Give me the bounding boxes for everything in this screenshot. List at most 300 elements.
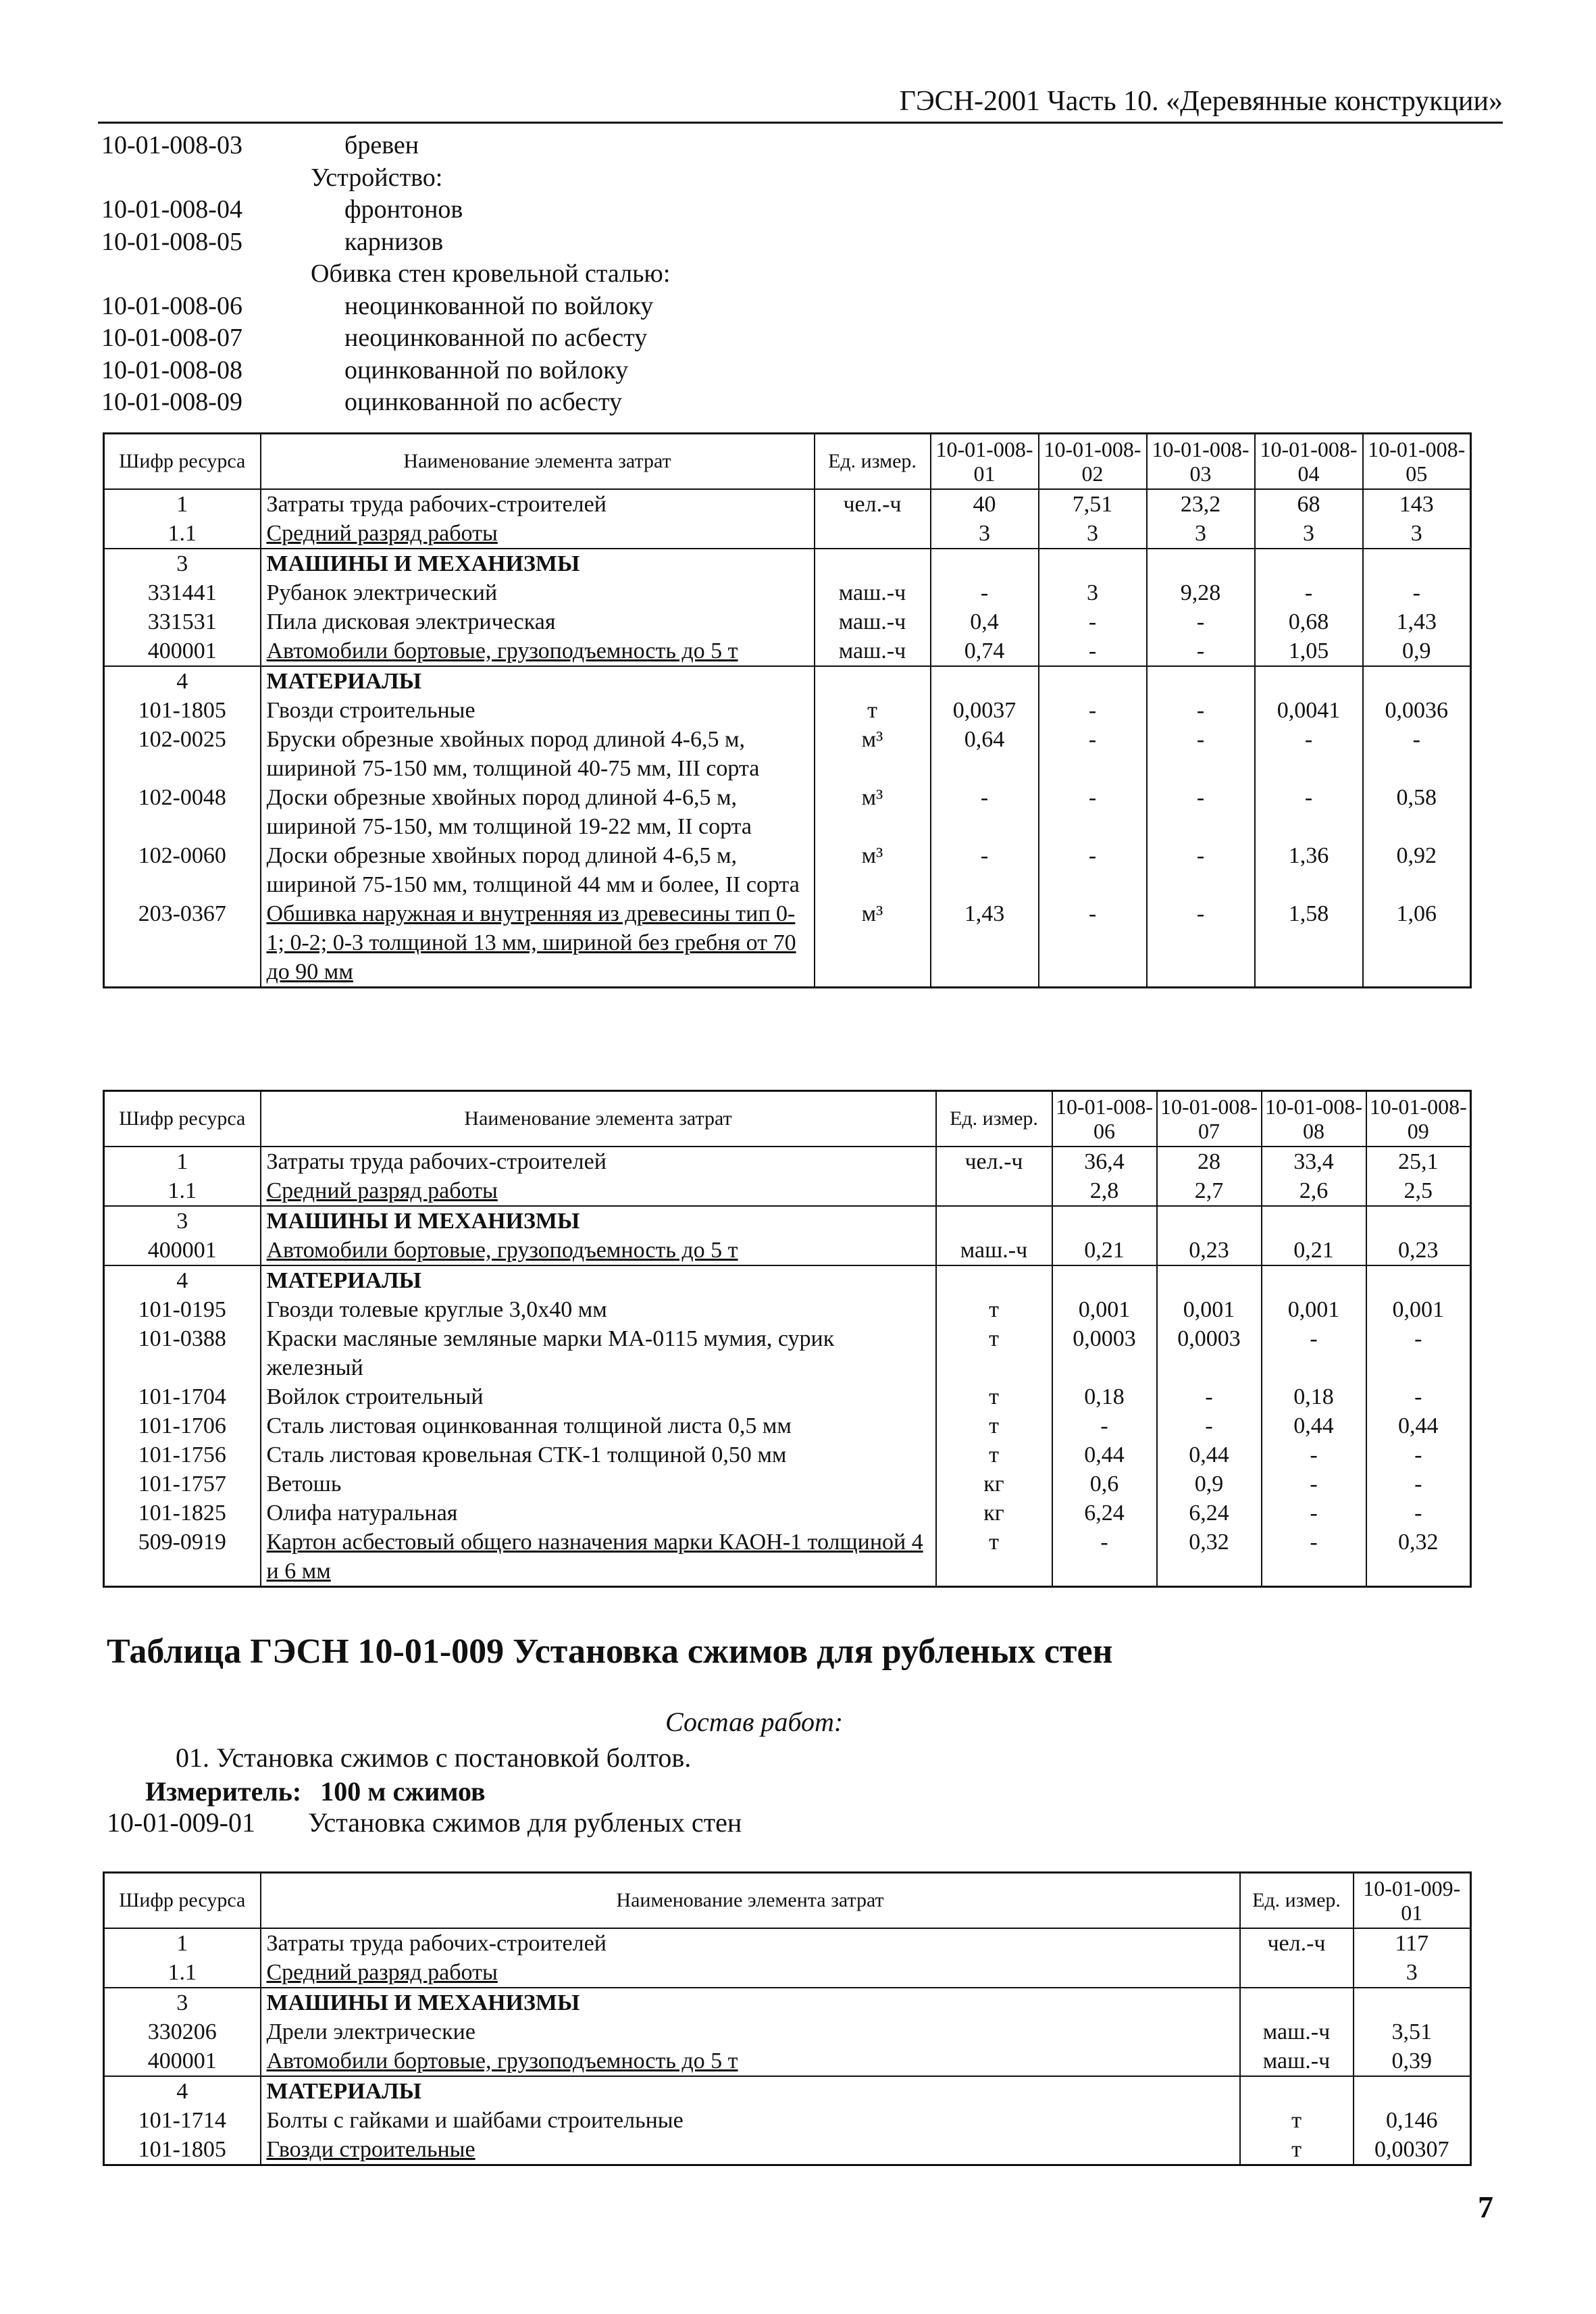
sostav-label: Состав работ: [665, 1707, 844, 1737]
cell-value: - [1157, 1382, 1262, 1411]
table-row [104, 578, 1471, 607]
table-row [104, 1928, 1471, 1958]
cell-code: 3 [104, 1206, 261, 1236]
cell-value: - [1039, 841, 1147, 899]
cell-value: - [1262, 1469, 1366, 1499]
header-norm-code: 10-01-008-01 [931, 434, 1039, 490]
cell-code: 101-1825 [104, 1499, 261, 1528]
cell-unit: т [936, 1528, 1052, 1587]
cell-name: Автомобили бортовые, грузоподъемность до 5 т [261, 1236, 936, 1265]
cell-unit [1240, 1958, 1354, 1988]
cell-value [1052, 1206, 1157, 1236]
cell-value [1366, 1265, 1471, 1295]
cell-name: МАШИНЫ И МЕХАНИЗМЫ [261, 1206, 936, 1236]
cell-name: Гвозди толевые круглые 3,0х40 мм [261, 1295, 936, 1324]
cell-value: - [1255, 578, 1363, 607]
cell-code: 101-0388 [104, 1324, 261, 1382]
cell-name: Пила дисковая электрическая [261, 607, 815, 636]
cell-value: - [1157, 1411, 1262, 1440]
cell-value [1363, 666, 1471, 696]
code-list-code: 10-01-008-03 [101, 131, 242, 159]
cell-value: 23,2 [1147, 489, 1255, 519]
cell-value [1363, 549, 1471, 578]
cell-value: 0,68 [1255, 607, 1363, 636]
header-norm-code: 10-01-008-04 [1255, 434, 1363, 490]
code-list-text: неоцинкованной по асбесту [344, 324, 648, 352]
cell-value: 0,001 [1052, 1295, 1157, 1324]
cell-name: Обшивка наружная и внутренняя из древесины тип 0-1; 0-2; 0-3 толщиной 13 мм, шириной без гребня от 70 до 90 мм [261, 899, 815, 988]
header-code: Шифр ресурса [104, 1873, 261, 1929]
table-row [104, 1499, 1471, 1528]
code-list-text: Устройство: [311, 163, 443, 192]
code-list-item [101, 194, 1114, 226]
cell-value: 3,51 [1354, 2017, 1471, 2046]
table-row [104, 2046, 1471, 2076]
cell-value: 0,64 [931, 725, 1039, 783]
cell-name: Автомобили бортовые, грузоподъемность до 5 т [261, 636, 815, 666]
cell-unit: т [936, 1382, 1052, 1411]
cell-name: Бруски обрезные хвойных пород длиной 4-6,5 м, шириной 75-150 мм, толщиной 40-75 мм, III сорта [261, 725, 815, 783]
cell-value: 1,06 [1363, 899, 1471, 988]
cell-code: 400001 [104, 2046, 261, 2076]
cell-value: 6,24 [1157, 1499, 1262, 1528]
cell-name: Дрели электрические [261, 2017, 1240, 2046]
cell-value [1052, 1265, 1157, 1295]
cell-value: - [931, 841, 1039, 899]
header-norm-code: 10-01-008-09 [1366, 1091, 1471, 1147]
cell-value: 0,146 [1354, 2106, 1471, 2135]
cell-value: 0,92 [1363, 841, 1471, 899]
cell-value: - [931, 578, 1039, 607]
header-title: ГЭСН-2001 Часть 10. «Деревянные конструкции» [899, 86, 1503, 117]
cell-value: 3 [1255, 519, 1363, 549]
cell-value: 0,32 [1366, 1528, 1471, 1587]
norm-table-008-06-09 [103, 1090, 1472, 1588]
cell-value: 0,74 [931, 636, 1039, 666]
table-row [104, 1176, 1471, 1206]
code-list-text: карнизов [344, 227, 444, 256]
izmeritel [145, 1776, 486, 1807]
work-item: 01. Установка сжимов с постановкой болтов. [176, 1742, 692, 1773]
table-row [104, 1469, 1471, 1499]
cell-unit: маш.-ч [815, 607, 931, 636]
cell-name: МАШИНЫ И МЕХАНИЗМЫ [261, 1988, 1240, 2017]
table-row [104, 1295, 1471, 1324]
cell-unit [815, 549, 931, 578]
header-name: Наименование элемента затрат [261, 1873, 1240, 1929]
code-list-text: неоцинкованной по войлоку [344, 291, 654, 320]
code-list-item [101, 258, 1114, 291]
table-row [104, 1988, 1471, 2017]
table-row [104, 1265, 1471, 1295]
cell-value [1157, 1206, 1262, 1236]
cell-name: Затраты труда рабочих-строителей [261, 1147, 936, 1176]
table-row [104, 489, 1471, 519]
table-row [104, 2076, 1471, 2106]
cell-value: 0,44 [1366, 1411, 1471, 1440]
table-row [104, 1236, 1471, 1265]
header-code: Шифр ресурса [104, 1091, 261, 1147]
table-row [104, 696, 1471, 725]
cell-value: - [1039, 696, 1147, 725]
page-header [98, 80, 1503, 124]
cell-value: - [1366, 1382, 1471, 1411]
code-list-text: Обивка стен кровельной сталью: [311, 259, 671, 288]
cell-value: 0,32 [1157, 1528, 1262, 1587]
cell-value: 2,5 [1366, 1176, 1471, 1206]
cell-value [1354, 1988, 1471, 2017]
page-number: 7 [1478, 2190, 1493, 2224]
cell-value: 36,4 [1052, 1147, 1157, 1176]
cell-unit: чел.-ч [936, 1147, 1052, 1176]
cell-value: 3 [1354, 1958, 1471, 1988]
cell-code: 101-1704 [104, 1382, 261, 1411]
cell-value [1262, 1206, 1366, 1236]
table-row [104, 549, 1471, 578]
header-unit: Ед. измер. [1240, 1873, 1354, 1929]
table-row [104, 2106, 1471, 2135]
header-norm-code: 10-01-008-02 [1039, 434, 1147, 490]
cell-unit: маш.-ч [815, 636, 931, 666]
cell-unit: маш.-ч [1240, 2046, 1354, 2076]
cell-value: 0,001 [1366, 1295, 1471, 1324]
cell-unit [1240, 2076, 1354, 2106]
cell-value: 6,24 [1052, 1499, 1157, 1528]
cell-unit [815, 666, 931, 696]
table-row [104, 607, 1471, 636]
cell-unit: т [936, 1440, 1052, 1469]
table-row [104, 636, 1471, 666]
cell-unit: кг [936, 1499, 1052, 1528]
cell-value: - [1147, 725, 1255, 783]
cell-value: 1,43 [1363, 607, 1471, 636]
cell-value: 1,36 [1255, 841, 1363, 899]
header-norm-code: 10-01-008-03 [1147, 434, 1255, 490]
cell-name: МАТЕРИАЛЫ [261, 666, 815, 696]
code-list-code: 10-01-008-05 [101, 227, 242, 256]
code-list-text: оцинкованной по войлоку [344, 355, 629, 384]
cell-code: 400001 [104, 636, 261, 666]
table-row [104, 1411, 1471, 1440]
izmeritel-value: 100 м сжимов [320, 1776, 486, 1807]
cell-value: 0,00307 [1354, 2135, 1471, 2165]
cell-value: 117 [1354, 1928, 1471, 1958]
cell-name: Картон асбестовый общего назначения марки КАОН-1 толщиной 4 и 6 мм [261, 1528, 936, 1587]
cell-code: 101-1756 [104, 1440, 261, 1469]
cell-value [1147, 549, 1255, 578]
cell-value: - [1262, 1499, 1366, 1528]
code-list-item [101, 291, 1114, 323]
cell-value: - [1363, 578, 1471, 607]
norm-code-text: Установка сжимов для рубленых стен [307, 1807, 742, 1838]
cell-value: - [1255, 783, 1363, 841]
table-row [104, 1206, 1471, 1236]
header-norm-code: 10-01-008-07 [1157, 1091, 1262, 1147]
cell-name: Войлок строительный [261, 1382, 936, 1411]
cell-value: 0,0036 [1363, 696, 1471, 725]
cell-code: 330206 [104, 2017, 261, 2046]
cell-value: - [1052, 1528, 1157, 1587]
cell-value: 3 [1147, 519, 1255, 549]
code-list-item [101, 386, 1114, 419]
header-unit: Ед. измер. [815, 434, 931, 490]
code-list-item [101, 162, 1114, 195]
cell-value: 0,001 [1157, 1295, 1262, 1324]
cell-value [1255, 666, 1363, 696]
cell-value: - [1366, 1499, 1471, 1528]
header-norm-code: 10-01-008-08 [1262, 1091, 1366, 1147]
cell-value: 143 [1363, 489, 1471, 519]
cell-value: - [1039, 783, 1147, 841]
cell-unit: чел.-ч [1240, 1928, 1354, 1958]
table-row [104, 1324, 1471, 1382]
cell-value: 3 [1039, 578, 1147, 607]
cell-unit [936, 1176, 1052, 1206]
cell-unit [936, 1206, 1052, 1236]
cell-unit: т [815, 696, 931, 725]
cell-value: 0,0041 [1255, 696, 1363, 725]
cell-value: 9,28 [1147, 578, 1255, 607]
cell-value: - [1366, 1440, 1471, 1469]
cell-value [1255, 549, 1363, 578]
cell-code: 102-0060 [104, 841, 261, 899]
cell-value: 28 [1157, 1147, 1262, 1176]
cell-code: 102-0025 [104, 725, 261, 783]
table-row [104, 2135, 1471, 2165]
cell-name: МАШИНЫ И МЕХАНИЗМЫ [261, 549, 815, 578]
table-row [104, 899, 1471, 988]
code-list-text: оцинкованной по асбесту [344, 388, 623, 416]
cell-value: 2,6 [1262, 1176, 1366, 1206]
header-unit: Ед. измер. [936, 1091, 1052, 1147]
cell-value: 7,51 [1039, 489, 1147, 519]
cell-code: 102-0048 [104, 783, 261, 841]
table-row [104, 725, 1471, 783]
header-norm-code: 10-01-008-05 [1363, 434, 1471, 490]
cell-value [1157, 1265, 1262, 1295]
cell-name: Сталь листовая оцинкованная толщиной листа 0,5 мм [261, 1411, 936, 1440]
cell-code: 101-0195 [104, 1295, 261, 1324]
cell-value: - [1039, 725, 1147, 783]
cell-code: 509-0919 [104, 1528, 261, 1587]
cell-code: 331441 [104, 578, 261, 607]
cell-value: 0,44 [1157, 1440, 1262, 1469]
cell-name: Ветошь [261, 1469, 936, 1499]
table-row [104, 1958, 1471, 1988]
cell-name: Краски масляные земляные марки МА-0115 мумия, сурик железный [261, 1324, 936, 1382]
cell-code: 3 [104, 1988, 261, 2017]
header-norm-code: 10-01-008-06 [1052, 1091, 1157, 1147]
cell-name: Затраты труда рабочих-строителей [261, 489, 815, 519]
cell-code: 1.1 [104, 1176, 261, 1206]
cell-code: 4 [104, 666, 261, 696]
cell-value: - [1052, 1411, 1157, 1440]
cell-unit: м³ [815, 783, 931, 841]
cell-code: 3 [104, 549, 261, 578]
cell-code: 101-1805 [104, 2135, 261, 2165]
cell-value [1262, 1265, 1366, 1295]
cell-value: 1,43 [931, 899, 1039, 988]
cell-value: - [1366, 1469, 1471, 1499]
cell-value: 0,001 [1262, 1295, 1366, 1324]
code-list-text: фронтонов [344, 195, 463, 224]
cell-value: 1,05 [1255, 636, 1363, 666]
cell-value: - [1039, 899, 1147, 988]
table-009-title: Таблица ГЭСН 10-01-009 Установка сжимов для рубленых стен [107, 1632, 1113, 1671]
table-row [104, 519, 1471, 549]
cell-value [931, 549, 1039, 578]
cell-name: Средний разряд работы [261, 519, 815, 549]
cell-value: 2,8 [1052, 1176, 1157, 1206]
cell-value [931, 666, 1039, 696]
code-list-item [101, 322, 1114, 355]
cell-value: 68 [1255, 489, 1363, 519]
cell-value [1039, 549, 1147, 578]
cell-name: Средний разряд работы [261, 1958, 1240, 1988]
cell-value: - [1262, 1324, 1366, 1382]
cell-name: Рубанок электрический [261, 578, 815, 607]
norm-code: 10-01-009-01 [107, 1807, 255, 1838]
cell-unit: т [1240, 2106, 1354, 2135]
cell-value: 0,0003 [1157, 1324, 1262, 1382]
cell-unit: т [936, 1324, 1052, 1382]
cell-value [1147, 666, 1255, 696]
norm-code-009-01 [107, 1807, 742, 1838]
table-row [104, 1382, 1471, 1411]
cell-value: - [1147, 607, 1255, 636]
cell-value: 0,23 [1157, 1236, 1262, 1265]
cell-value [1039, 666, 1147, 696]
code-list-code: 10-01-008-04 [101, 195, 242, 224]
cell-name: Олифа натуральная [261, 1499, 936, 1528]
cell-unit: т [936, 1295, 1052, 1324]
code-list-code: 10-01-008-08 [101, 355, 242, 384]
cell-code: 1 [104, 1928, 261, 1958]
cell-value: - [1147, 841, 1255, 899]
cell-value: - [1147, 636, 1255, 666]
code-list-code: 10-01-008-06 [101, 291, 242, 320]
cell-name: Затраты труда рабочих-строителей [261, 1928, 1240, 1958]
table-row [104, 666, 1471, 696]
cell-value: - [1039, 636, 1147, 666]
cell-unit: маш.-ч [815, 578, 931, 607]
cell-unit: маш.-ч [936, 1236, 1052, 1265]
cell-unit: маш.-ч [1240, 2017, 1354, 2046]
cell-name: Болты с гайками и шайбами строительные [261, 2106, 1240, 2135]
code-list-item [101, 130, 1114, 162]
table-row [104, 1440, 1471, 1469]
cell-value: 3 [1039, 519, 1147, 549]
cell-value: 40 [931, 489, 1039, 519]
cell-unit: т [1240, 2135, 1354, 2165]
cell-unit: т [936, 1411, 1052, 1440]
izmeritel-label: Измеритель: [145, 1776, 302, 1807]
cell-value: 25,1 [1366, 1147, 1471, 1176]
cell-code: 101-1714 [104, 2106, 261, 2135]
cell-code: 331531 [104, 607, 261, 636]
code-list [101, 130, 1114, 419]
cell-value: - [1147, 696, 1255, 725]
header-code: Шифр ресурса [104, 434, 261, 490]
norm-table-008-01-05 [103, 432, 1472, 988]
cell-value: 3 [1363, 519, 1471, 549]
cell-name: Доски обрезные хвойных пород длиной 4-6,5 м, шириной 75-150 мм, толщиной 44 мм и более, II сорта [261, 841, 815, 899]
cell-code: 1.1 [104, 1958, 261, 1988]
cell-code: 101-1805 [104, 696, 261, 725]
cell-value: - [1147, 899, 1255, 988]
cell-unit [1240, 1988, 1354, 2017]
cell-value: 0,23 [1366, 1236, 1471, 1265]
header-name: Наименование элемента затрат [261, 1091, 936, 1147]
cell-unit: кг [936, 1469, 1052, 1499]
cell-value: 0,4 [931, 607, 1039, 636]
cell-code: 203-0367 [104, 899, 261, 988]
code-list-code: 10-01-008-09 [101, 388, 242, 416]
cell-value: - [1262, 1528, 1366, 1587]
cell-code: 1 [104, 489, 261, 519]
table-row [104, 2017, 1471, 2046]
cell-unit [815, 519, 931, 549]
cell-value [1366, 1206, 1471, 1236]
code-list-text: бревен [344, 131, 419, 159]
cell-name: Гвозди строительные [261, 2135, 1240, 2165]
table-row [104, 841, 1471, 899]
cell-value: 0,39 [1354, 2046, 1471, 2076]
cell-name: Автомобили бортовые, грузоподъемность до 5 т [261, 2046, 1240, 2076]
cell-value [1354, 2076, 1471, 2106]
cell-value: 0,9 [1157, 1469, 1262, 1499]
norm-table-009-01 [103, 1871, 1472, 2166]
cell-unit: м³ [815, 725, 931, 783]
cell-value: - [1262, 1440, 1366, 1469]
cell-name: МАТЕРИАЛЫ [261, 1265, 936, 1295]
cell-unit: м³ [815, 841, 931, 899]
cell-value: 0,44 [1052, 1440, 1157, 1469]
table-row [104, 1147, 1471, 1176]
code-list-item [101, 226, 1114, 259]
cell-value: - [1255, 725, 1363, 783]
cell-value: 0,21 [1262, 1236, 1366, 1265]
cell-unit: м³ [815, 899, 931, 988]
cell-value: 0,18 [1052, 1382, 1157, 1411]
cell-unit [936, 1265, 1052, 1295]
cell-name: Доски обрезные хвойных пород длиной 4-6,5 м, шириной 75-150, мм толщиной 19-22 мм, II сорта [261, 783, 815, 841]
cell-value: 0,21 [1052, 1236, 1157, 1265]
cell-value: 0,18 [1262, 1382, 1366, 1411]
table-row [104, 1528, 1471, 1587]
cell-value: 0,9 [1363, 636, 1471, 666]
cell-value: 33,4 [1262, 1147, 1366, 1176]
table-row [104, 783, 1471, 841]
header-norm-code: 10-01-009-01 [1354, 1873, 1471, 1929]
cell-code: 4 [104, 2076, 261, 2106]
cell-value: 0,58 [1363, 783, 1471, 841]
cell-name: МАТЕРИАЛЫ [261, 2076, 1240, 2106]
cell-code: 1 [104, 1147, 261, 1176]
cell-value: 0,0037 [931, 696, 1039, 725]
cell-value: - [1147, 783, 1255, 841]
header-name: Наименование элемента затрат [261, 434, 815, 490]
cell-value: - [1363, 725, 1471, 783]
cell-value: 2,7 [1157, 1176, 1262, 1206]
code-list-item [101, 355, 1114, 387]
cell-name: Средний разряд работы [261, 1176, 936, 1206]
cell-name: Гвозди строительные [261, 696, 815, 725]
cell-value: 1,58 [1255, 899, 1363, 988]
cell-value: - [1039, 607, 1147, 636]
cell-code: 101-1757 [104, 1469, 261, 1499]
cell-value: 0,0003 [1052, 1324, 1157, 1382]
